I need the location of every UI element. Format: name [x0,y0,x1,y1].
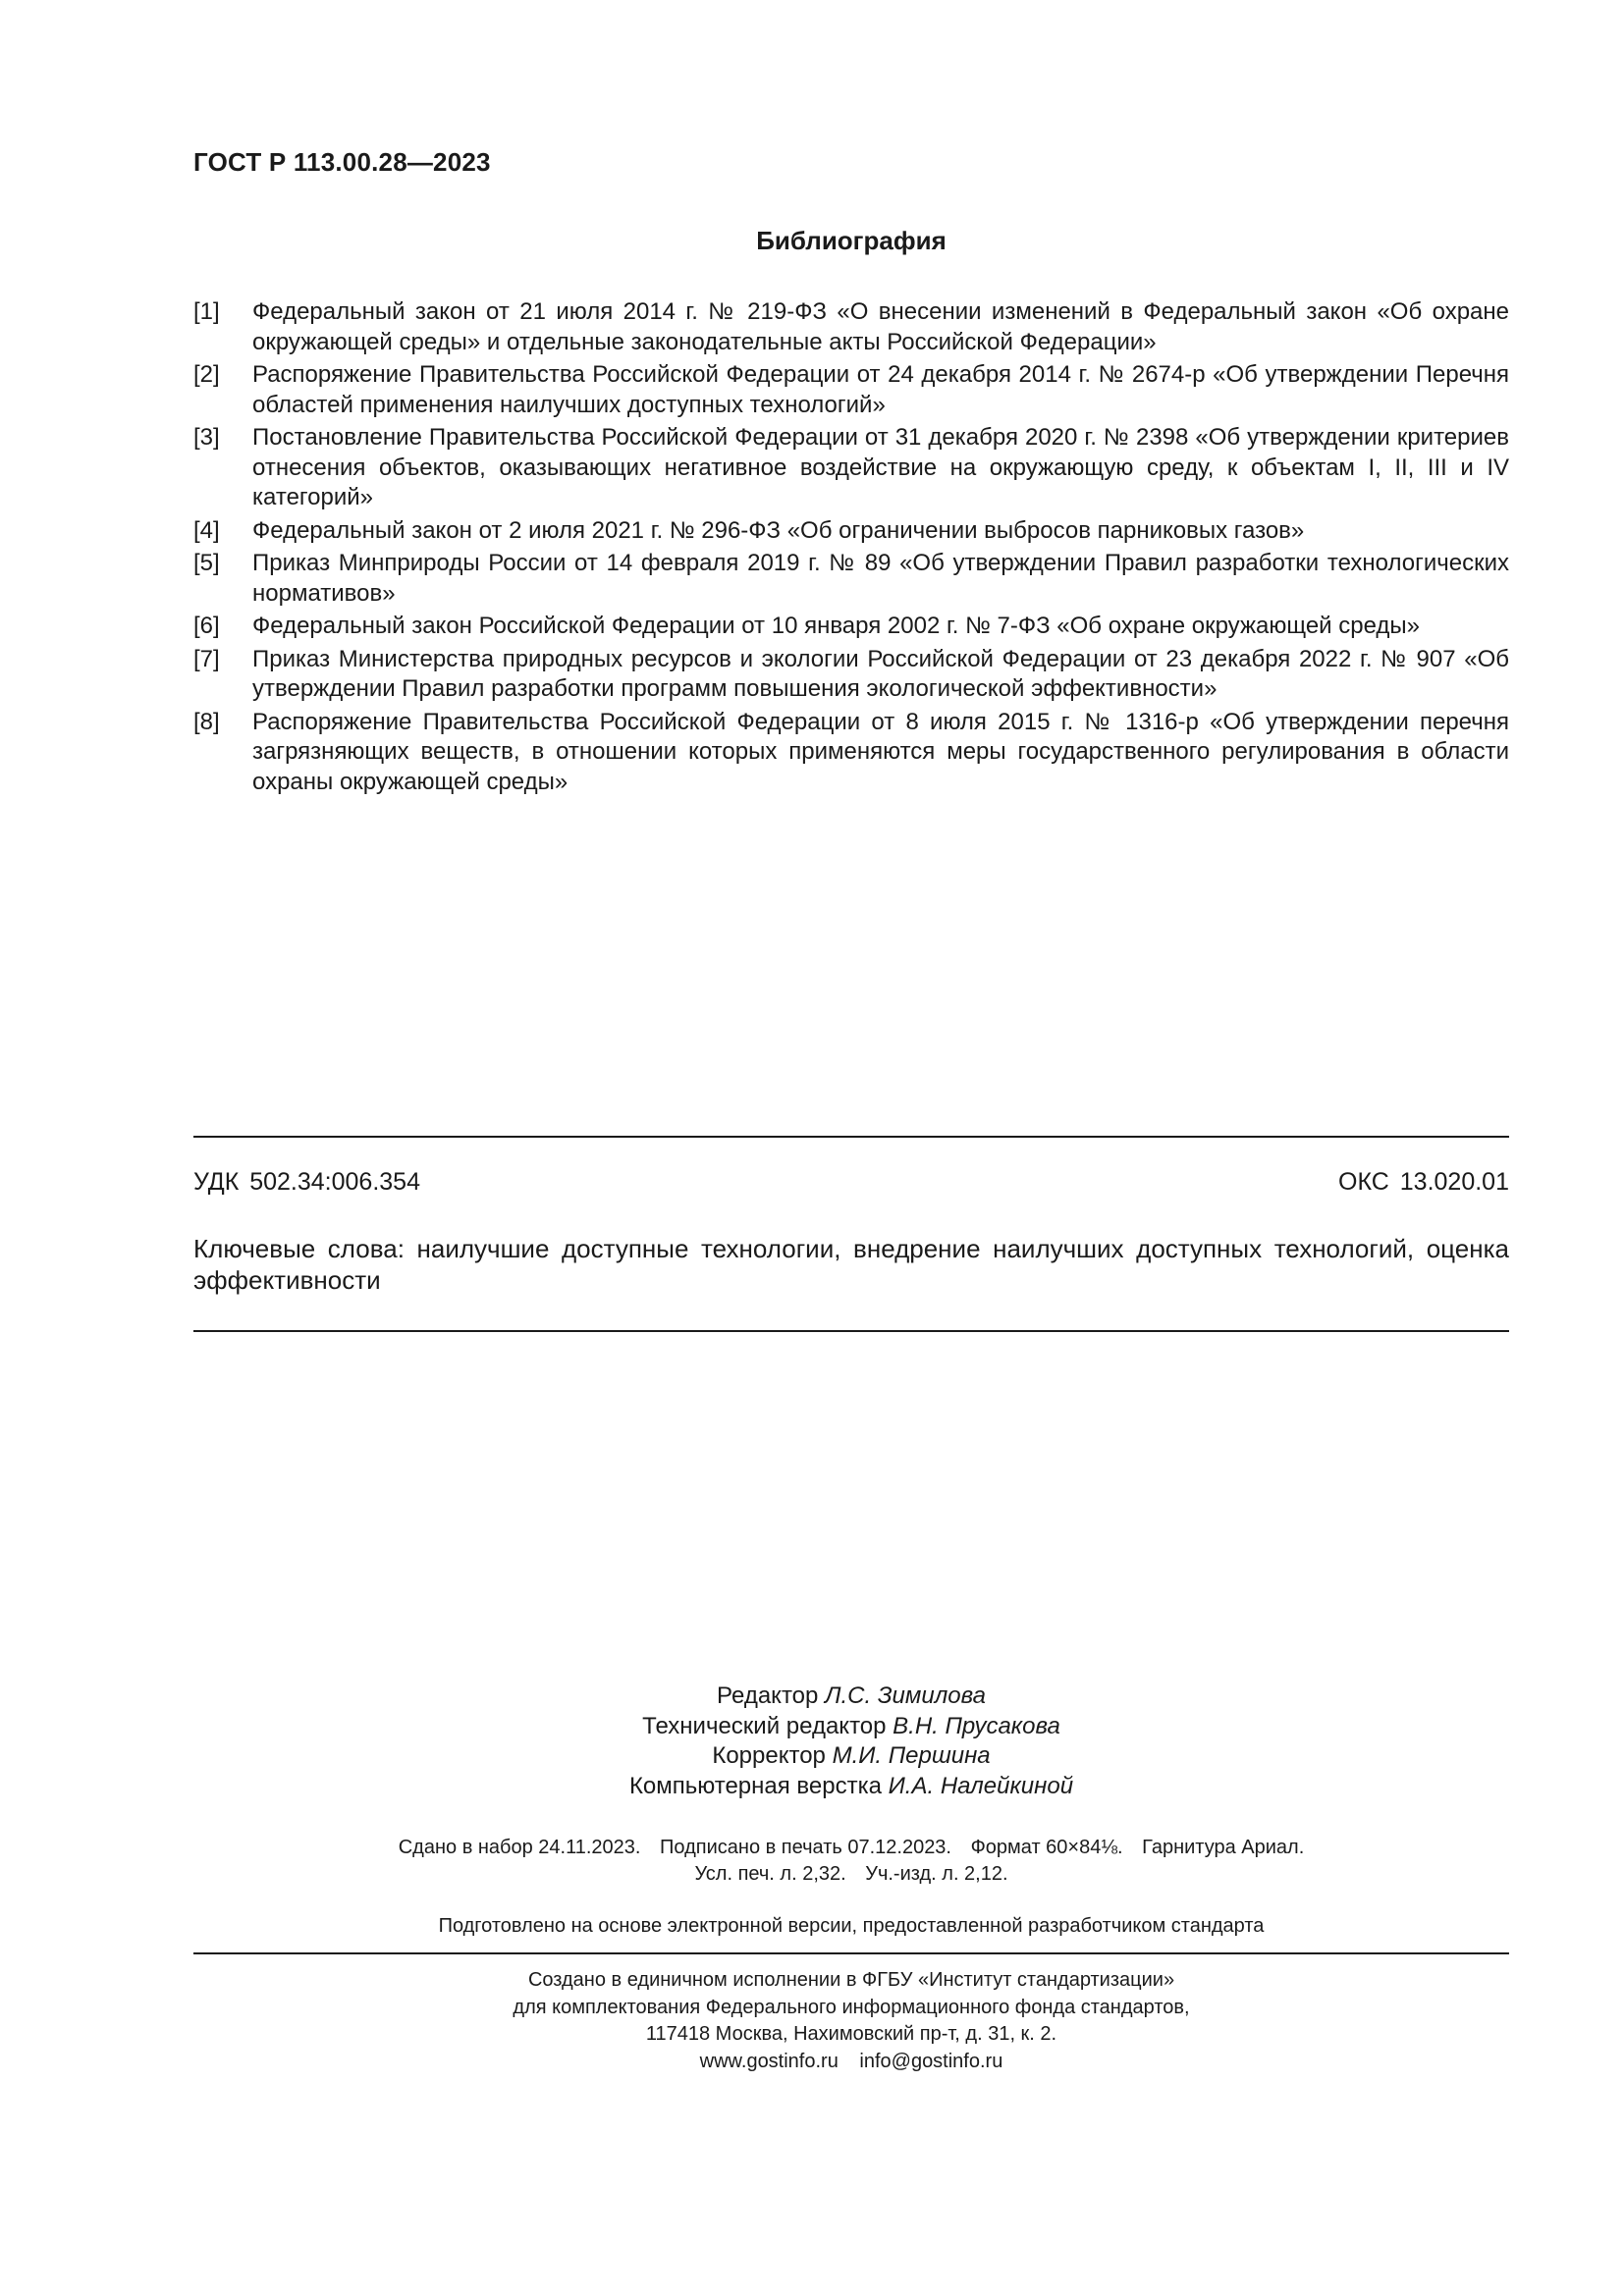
credit-proofreader [193,1741,1509,1772]
publisher-address: 117418 Москва, Нахимовский пр-т, д. 31, к. 2. [645,2023,1057,2045]
typeface: Гарнитура Ариал. [1142,1837,1305,1858]
bibliography-item-text: Приказ Минприроды России от 14 февраля 2019 г. № 89 «Об утверждении Правил разработки технологических нормативов» [252,550,1509,607]
credit-role: Корректор [712,1742,826,1769]
credits-block [193,1682,1509,1801]
bibliography-item-number: [7] [193,645,220,672]
submitted-date: Сдано в набор 24.11.2023. [398,1837,641,1858]
bibliography-item-text: Распоряжение Правительства Российской Федерации от 24 декабря 2014 г. № 2674-р «Об утверждении Перечня областей применения наилучших доступных технологий» [252,361,1509,418]
publishing-sheets: Уч.-изд. л. 2,12. [865,1863,1008,1885]
print-sheets: Усл. печ. л. 2,32. [694,1863,846,1885]
bibliography-item-text: Федеральный закон от 2 июля 2021 г. № 296-ФЗ «Об ограничении выбросов парниковых газов» [252,516,1305,544]
bibliography-title: Библиография [756,226,947,255]
credit-role: Редактор [717,1682,819,1709]
publisher-line: для комплектования Федерального информационного фонда стандартов, [513,1996,1190,2018]
credit-name: Л.С. Зимилова [825,1682,986,1709]
publisher-line: Создано в единичном исполнении в ФГБУ «Институт стандартизации» [527,1969,1175,1991]
credit-role: Технический редактор [642,1712,887,1739]
credit-tech-editor [193,1712,1509,1742]
credit-name: И.А. Налейкиной [888,1772,1074,1799]
bibliography-item-number: [5] [193,550,220,576]
bibliography-item [193,645,1509,705]
bibliography-item-text: Приказ Министерства природных ресурсов и экологии Российской Федерации от 23 декабря 2022 г. № 907 «Об утверждении Правил разработки программ повышения экологической эффективности» [252,645,1509,702]
bibliography-item [193,612,1509,642]
publisher-contacts [193,2049,1509,2076]
publisher-info [193,1967,1509,2075]
bibliography-item-number: [2] [193,361,220,388]
bibliography-item [193,708,1509,798]
credit-editor [193,1682,1509,1712]
prepared-note: Подготовлено на основе электронной версии, предоставленной разработчиком стандарта [438,1915,1265,1937]
bibliography-item-text: Постановление Правительства Российской Федерации от 31 декабря 2020 г. № 2398 «Об утверждении критериев отнесения объектов, оказывающих негативное воздействие на окружающую среду, к объектам I, II, III и IV категорий» [252,424,1509,510]
udk-code: УДК 502.34:006.354 [193,1168,420,1196]
bibliography-item [193,360,1509,420]
email-link[interactable]: info@gostinfo.ru [859,2050,1003,2072]
credit-name: М.И. Першина [832,1742,991,1769]
bibliography-item-number: [3] [193,424,220,451]
document-code: ГОСТ Р 113.00.28—2023 [193,147,491,177]
print-info [193,1835,1509,1888]
bibliography-item [193,423,1509,513]
paper-format: Формат 60×84⅛. [970,1837,1123,1858]
credit-role: Компьютерная верстка [628,1772,882,1799]
bibliography-item-text: Распоряжение Правительства Российской Федерации от 8 июля 2015 г. № 1316-р «Об утверждении перечня загрязняющих веществ, в отношении которых применяются меры государственного регулирования в области охраны окружающей среды» [252,708,1509,795]
print-info-line-2 [193,1861,1509,1888]
bibliography-item [193,516,1509,547]
credit-layout [193,1772,1509,1802]
signed-date: Подписано в печать 07.12.2023. [660,1837,951,1858]
bibliography-item-number: [1] [193,298,220,325]
divider-bottom [193,1330,1509,1332]
divider-footer [193,1952,1509,1954]
print-info-line-1 [193,1835,1509,1861]
keywords: Ключевые слова: наилучшие доступные технологии, внедрение наилучших доступных технологий, оценка эффективности [193,1234,1509,1295]
credit-name: В.Н. Прусакова [893,1712,1060,1739]
bibliography-item [193,297,1509,357]
bibliography-item [193,549,1509,609]
bibliography-item-number: [4] [193,516,220,544]
bibliography-item-text: Федеральный закон от 21 июля 2014 г. № 219-ФЗ «О внесении изменений в Федеральный закон «Об охране окружающей среды» и отдельные законодательные акты Российской Федерации» [252,298,1509,355]
oks-code: ОКС 13.020.01 [1338,1168,1509,1196]
website-link[interactable]: www.gostinfo.ru [699,2050,839,2072]
bibliography-item-text: Федеральный закон Российской Федерации от 10 января 2002 г. № 7-ФЗ «Об охране окружающей среды» [252,613,1421,639]
bibliography-list [193,297,1509,800]
divider-top [193,1136,1509,1138]
bibliography-item-number: [8] [193,708,220,735]
bibliography-item-number: [6] [193,613,220,639]
